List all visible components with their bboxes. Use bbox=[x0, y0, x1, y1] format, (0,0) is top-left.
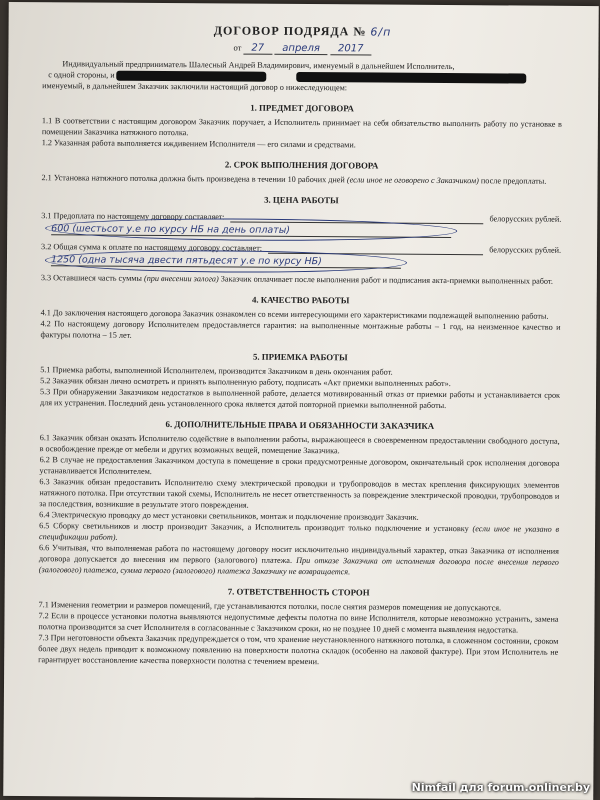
clause-6-2: 6.2 В случае не предоставления Заказчиком доступа в помещение в сроки предусмотренные договором, окончательный срок исполнения договора устанавливается Исполнителем. bbox=[39, 455, 560, 477]
clause-4-1: 4.1 До заключения настоящего договора Заказчик ознакомлен со всеми интересующими его характеристиками подлежащей выполнению работы. bbox=[40, 308, 549, 321]
page-title bbox=[43, 24, 563, 39]
clause-5-2: 5.2 Заказчик обязан лично осмотреть и принять выполненную работу, подписать «Акт приемки выполненных работ». bbox=[40, 376, 451, 389]
intro bbox=[42, 58, 562, 95]
title-text: ДОГОВОР ПОДРЯДА № bbox=[213, 23, 367, 39]
clause-2-1: 2.1 Установка натяжного потолка должна быть произведена в течении 10 рабочих дней (если иное не оговорено с Заказчиком) после предоплаты. bbox=[41, 173, 547, 186]
section-title-6: 6. ДОПОЛНИТЕЛЬНЫЕ ПРАВА И ОБЯЗАННОСТИ ЗАКАЗЧИКА bbox=[165, 419, 435, 432]
clause-4-2: 4.2 По настоящему договору Исполнителем предоставляется гарантия: на выполненные монтажные работы – 1 год, на неизменное качество и фактуры полотна – 15 лет. bbox=[40, 319, 561, 340]
clause-6-6: 6.6 Учитывая, что выполняемая работа по настоящему договору носит исключительно индивидуальный характер, отказ Заказчика от исполнения договора допускается до внесения им первого (залогового) платежа. При отказе Заказчика от исполнения договора после внесения первого (залогового) платежа, сумма первого (залогового) платежа Заказчику не возвращается. bbox=[38, 543, 559, 577]
clause-7-1: 7.1 Изменения геометрии и размеров помещений, где устанавливаются потолки, после снятия размеров помещения не допускаются. bbox=[38, 600, 502, 613]
clause-5-1: 5.1 Приемка работы, выполненной Исполнителем, производится Заказчиком в день окончания работ. bbox=[40, 365, 393, 377]
clause-1-1: 1.1 В соответствии с настоящим договором Заказчик поручает, а Исполнитель принимает на себя обязательство выполнить работу по установке в помещении Заказчика натяжного потолка. bbox=[41, 116, 562, 138]
clause-1-2: 1.2 Указанная работа выполняется иждивением Исполнителя — его силами и средствами. bbox=[41, 138, 356, 150]
clause-3-2: 3.2 Общая сумма к оплате по настоящему договору составляет: белорусских рублей. bbox=[41, 242, 562, 255]
section-title-5: 5. ПРИЕМКА РАБОТЫ bbox=[252, 351, 348, 363]
clause-6-1: 6.1 Заказчик обязан оказать Исполнителю содействие в выполнении работы, выражающееся в своевременном предоставлении свободного доступа, в освобождение прежде от мебели и других возможных вещей, помещение Заказчика. bbox=[39, 433, 560, 456]
contract-date bbox=[42, 41, 562, 56]
clause-6-3: 6.3 Заказчик обязан предоставить Исполнителю схему электрической проводки и трубопроводов в местах крепления фиксирующих элементов натяжного потолка. При отсутствии такой схемы, Исполнитель не несет ответственность за повреждение электрической проводки, трубопроводов и за последствия, возникшие в результате этого повреждения. bbox=[39, 477, 560, 510]
clause-3-1: 3.1 Предоплата по настоящему договору составляет: белорусских рублей. bbox=[41, 211, 562, 224]
date-day: 27 bbox=[243, 43, 272, 55]
date-prefix: от bbox=[233, 42, 242, 53]
contract-number: 6/п bbox=[370, 25, 392, 39]
clause-3-3: 3.3 Оставшиеся часть суммы (при внесении залога) Заказчик оплачивает после выполнения работ и подписания акта-приемки выполненных работ. bbox=[40, 273, 553, 286]
date-year: 2017 bbox=[330, 43, 372, 55]
clause-7-2: 7.2 Если в процессе установки полотна выявляются недопустимые дефекты полотна по вине Исполнителя, которые невозможно устранить, замена полотна производится за счет Исполнителя в согласованные с Заказчиком сроки, но не позднее 10 дней с момента выявления недостатка. bbox=[38, 611, 559, 635]
handwritten-prepayment: 600 (шестьсот у.е по курсу НБ на день оплаты) bbox=[51, 223, 451, 238]
clause-5-3: 5.3 При обнаружении Заказчиком недостатков в выполненной работе, делается мотивированный отказ от приемки работы и устанавливается срок для их устранения. Последний день установленного срока является датой повторной приемки выполненной работы. bbox=[39, 387, 561, 411]
section-title-7: 7. ОТВЕТСТВЕННОСТЬ СТОРОН bbox=[227, 586, 370, 598]
section-title-1: 1. ПРЕДМЕТ ДОГОВОРА bbox=[250, 102, 354, 114]
date-month: апреля bbox=[274, 43, 328, 55]
watermark: Nimfail для forum.onliner.by bbox=[411, 781, 590, 794]
handwritten-total: 1250 (одна тысяча двести пятьдесят у.е по курсу НБ) bbox=[51, 254, 401, 268]
intro-line-2: с одной стороны, и bbox=[48, 70, 115, 80]
clause-7-3: 7.3 При неготовности объекта Заказчик предупреждается о том, что хранение неустановленного натяжного потолка, в сложенном состоянии, сроком более двух недель приводит к возможному появлению на поверхности полотна складок (особенно на лаковой фактуре). При этом Исполнитель не гарантирует восстановление качества поверхности полотна с течением времени. bbox=[38, 633, 559, 667]
section-title-4: 4. КАЧЕСТВО РАБОТЫ bbox=[251, 294, 350, 306]
section-title-2: 2. СРОК ВЫПОЛНЕНИЯ ДОГОВОРА bbox=[224, 159, 379, 171]
contract-document bbox=[38, 24, 562, 669]
clause-6-4: 6.4 Электрическую проводку до мест установки светильников, монтаж и подключение производит Заказчик. bbox=[39, 510, 419, 522]
section-title-3: 3. ЦЕНА РАБОТЫ bbox=[264, 194, 339, 206]
intro-line-1: Индивидуальный предприниматель Шалесный Андрей Владимирович, именуемый в дальнейшем Исполнитель, bbox=[62, 59, 455, 72]
intro-line-3: именуемый, в дальнейшем Заказчик заключили настоящий договор о нижеследующем: bbox=[42, 81, 348, 93]
document-paper bbox=[3, 2, 599, 800]
clause-6-5: 6.5 Сборку светильников и люстр производит Заказчик, а Исполнитель производит только подключение и установку (если иное не указано в спецификации работ). bbox=[39, 521, 560, 542]
